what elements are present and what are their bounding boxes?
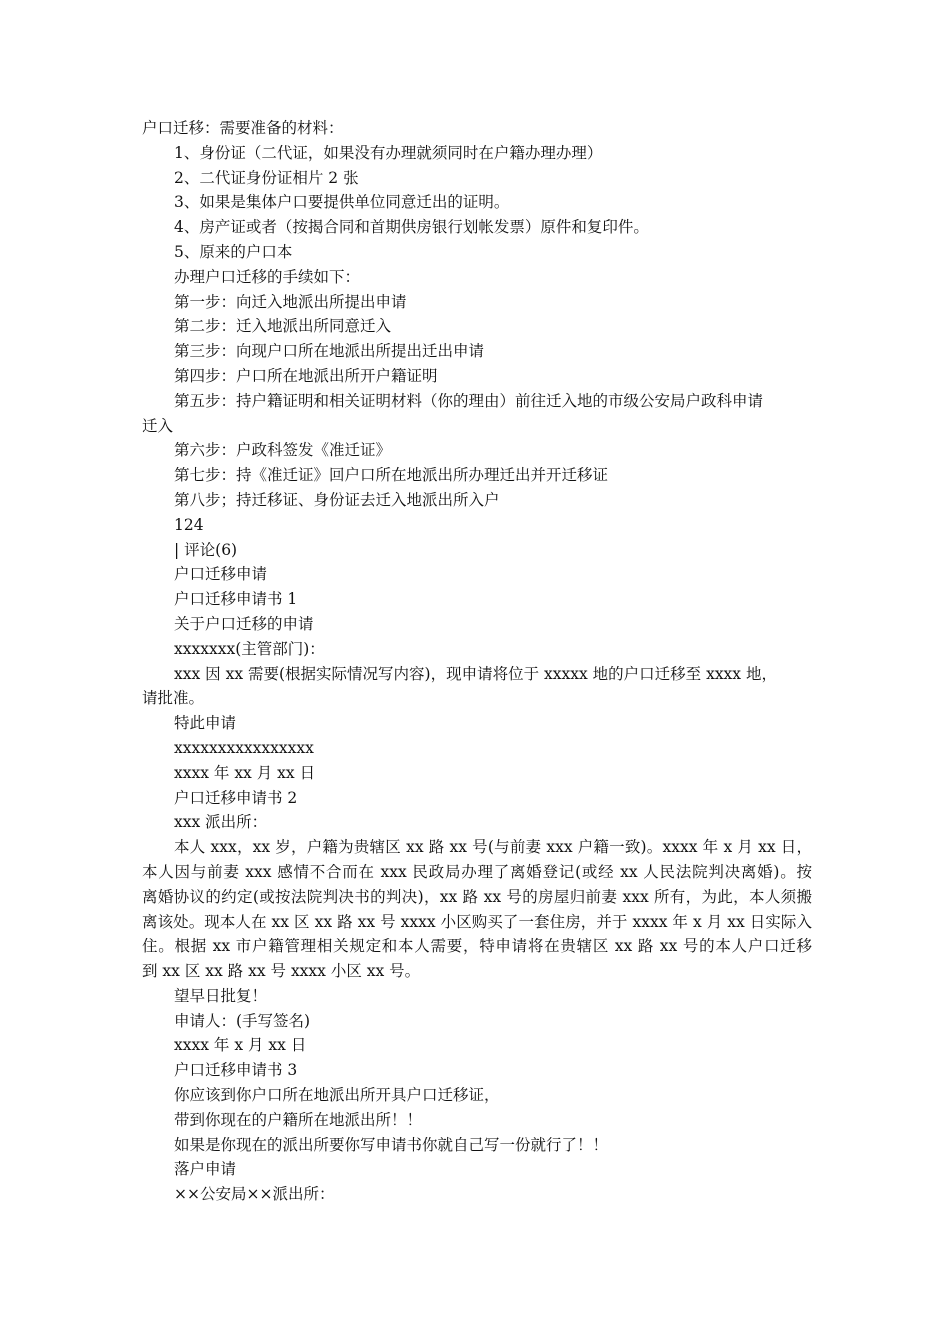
step-item-continuation: 迁入: [142, 416, 174, 435]
view-count: 124: [174, 515, 204, 534]
letter-date: xxxx 年 xx 月 xx 日: [174, 763, 316, 782]
letter-body-line: 到 xx 区 xx 路 xx 号 xxxx 小区 xx 号。: [142, 962, 421, 981]
letter-body-continuation: 请批准。: [142, 689, 205, 708]
letter-line: 你应该到你户口所在地派出所开具户口迁移证，: [174, 1086, 500, 1105]
section-title: 户口迁移申请: [174, 565, 268, 584]
letter-addressee: xxx 派出所：: [174, 813, 268, 832]
letter-body-line: 住。根据 xx 市户籍管理相关规定和本人需要，特申请将在贵辖区 xx 路 xx 号的本人户口迁移: [142, 937, 812, 956]
step-item: 第六步：户政科签发《准迁证》: [174, 441, 392, 460]
document-body: [142, 116, 812, 1207]
step-item: 第七步：持《准迁证》回户口所在地派出所办理迁出并开迁移证: [174, 466, 609, 485]
step-item: 第八步；持迁移证、身份证去迁入地派出所入户: [174, 490, 500, 509]
material-item: 1、身份证（二代证，如果没有办理就须同时在户籍办理办理）: [174, 143, 603, 162]
material-item: 2、二代证身份证相片 2 张: [174, 168, 359, 187]
step-item: 第二步：迁入地派出所同意迁入: [174, 317, 392, 336]
step-item: 第五步：持户籍证明和相关证明材料（你的理由）前往迁入地的市级公安局户政科申请: [174, 391, 764, 410]
step-item: 第三步：向现户口所在地派出所提出迁出申请: [174, 342, 485, 361]
letter-body-paragraph: [142, 835, 812, 984]
comments-link[interactable]: | 评论(6): [174, 540, 238, 559]
material-item: 5、原来的户口本: [174, 242, 293, 261]
letter-date: xxxx 年 x 月 xx 日: [174, 1036, 307, 1055]
letter-addressee: xxxxxxx(主管部门)：: [174, 639, 325, 658]
letter-closing: 望早日批复！: [174, 986, 268, 1005]
letter-line: 带到你现在的户籍所在地派出所！！: [174, 1110, 423, 1129]
materials-heading: 户口迁移：需要准备的材料：: [142, 119, 344, 137]
step-item: 第四步：户口所在地派出所开户籍证明: [174, 366, 438, 385]
material-item: 3、如果是集体户口要提供单位同意迁出的证明。: [174, 193, 510, 212]
procedure-title: 办理户口迁移的手续如下：: [174, 267, 361, 286]
letter-body-line: 本人 xxx，xx 岁，户籍为贵辖区 xx 路 xx 号(与前妻 xxx 户籍一致)。xxxx 年 x 月 xx 日，: [174, 838, 812, 857]
letter-closing: 特此申请: [174, 714, 237, 733]
letter-line: 如果是你现在的派出所要你写申请书你就自己写一份就行了！！: [174, 1135, 609, 1154]
letter-body-line: 本人因与前妻 xxx 感情不合而在 xxx 民政局办理了离婚登记(或经 xx 人民法院判决离婚)。按: [142, 862, 812, 881]
settle-title: 落户申请: [174, 1160, 237, 1179]
letter-signer: 申请人：(手写签名): [174, 1011, 311, 1030]
letter-body: xxx 因 xx 需要(根据实际情况写内容)，现申请将位于 xxxxx 地的户口迁移至 xxxx 地，: [174, 664, 777, 683]
letter-title: 户口迁移申请书 1: [174, 590, 298, 609]
material-item: 4、房产证或者（按揭合同和首期供房银行划帐发票）原件和复印件。: [174, 218, 649, 237]
letter-signer: xxxxxxxxxxxxxxxx: [174, 738, 314, 757]
letter-title: 户口迁移申请书 3: [174, 1061, 298, 1080]
letter-subject: 关于户口迁移的申请: [174, 614, 314, 633]
step-item: 第一步：向迁入地派出所提出申请: [174, 292, 407, 311]
letter-body-line: 离婚协议的约定(或按法院判决书的判决)，xx 路 xx 号的房屋归前妻 xxx 所有，为此，本人须搬: [142, 887, 812, 906]
letter-body-line: 离该处。现本人在 xx 区 xx 路 xx 号 xxxx 小区购买了一套住房，并于 xxxx 年 x 月 xx 日实际入: [142, 912, 812, 931]
settle-addressee: ××公安局××派出所：: [174, 1185, 335, 1204]
letter-title: 户口迁移申请书 2: [174, 788, 298, 807]
